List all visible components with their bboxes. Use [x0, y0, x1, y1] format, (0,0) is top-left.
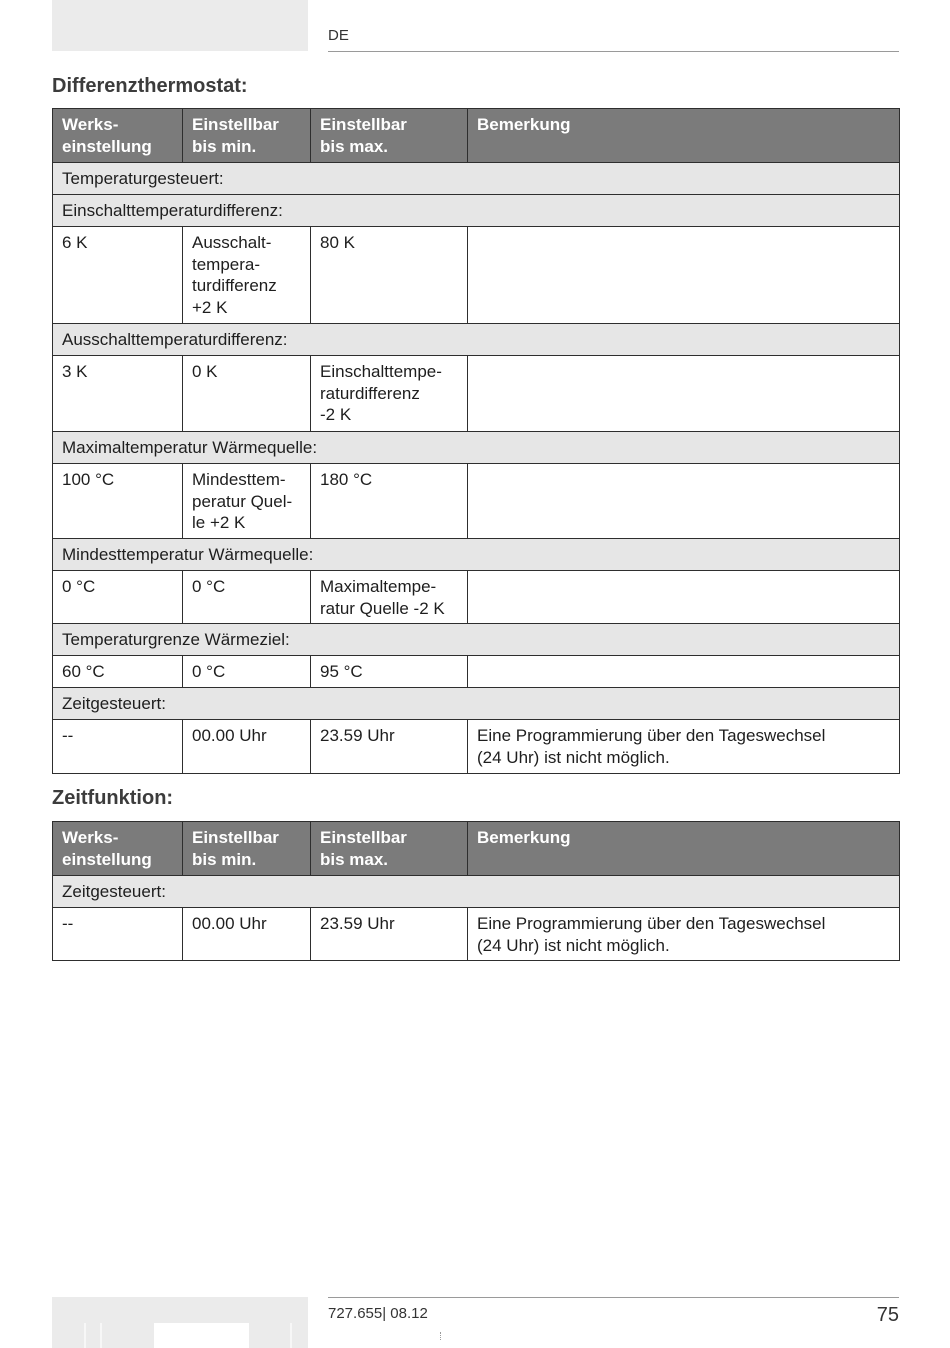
footer-mark: [440, 1332, 442, 1340]
cell-max: 80 K: [311, 227, 468, 324]
section-title-differenzthermostat: Differenzthermostat:: [52, 75, 248, 97]
document-number: 727.655| 08.12: [328, 1305, 428, 1322]
table-row: [53, 356, 900, 432]
group-row: [53, 163, 900, 195]
table-row: [53, 464, 900, 539]
group-label: Temperaturgesteuert:: [53, 163, 900, 195]
cell-bemerkung: Eine Programmierung über den Tageswechsel (24 Uhr) ist nicht möglich.: [468, 908, 900, 961]
group-row: [53, 539, 900, 571]
column-header-min: Einstellbar bis min.: [183, 822, 311, 876]
table-differenzthermostat: [52, 108, 900, 774]
group-label: Mindesttemperatur Wärmequelle:: [53, 539, 900, 571]
group-label: Zeitgesteuert:: [53, 688, 900, 720]
cell-bemerkung: [468, 356, 900, 432]
table-zeitfunktion: [52, 821, 900, 961]
group-row: [53, 624, 900, 656]
cell-werkseinstellung: 60 °C: [53, 656, 183, 688]
column-header-max: Einstellbar bis max.: [311, 109, 468, 163]
cell-max: Einschalttempe- raturdifferenz -2 K: [311, 356, 468, 432]
cell-werkseinstellung: 3 K: [53, 356, 183, 432]
cell-bemerkung: [468, 227, 900, 324]
column-header-werkseinstellung: Werks- einstellung: [53, 822, 183, 876]
group-row: [53, 876, 900, 908]
footer-rule: [328, 1297, 899, 1298]
cell-max: 23.59 Uhr: [311, 908, 468, 961]
footer-decoration-block: [154, 1323, 249, 1348]
cell-bemerkung: [468, 464, 900, 539]
cell-min: 0 °C: [183, 571, 311, 624]
group-label: Maximaltemperatur Wärmequelle:: [53, 432, 900, 464]
table-row: [53, 227, 900, 324]
cell-max: 95 °C: [311, 656, 468, 688]
table-row: [53, 656, 900, 688]
group-row: [53, 688, 900, 720]
table-header-row: [53, 822, 900, 876]
cell-werkseinstellung: 100 °C: [53, 464, 183, 539]
group-row: [53, 324, 900, 356]
group-label: Ausschalttemperaturdifferenz:: [53, 324, 900, 356]
cell-min: Mindesttem- peratur Quel- le +2 K: [183, 464, 311, 539]
cell-bemerkung: [468, 571, 900, 624]
cell-max: 23.59 Uhr: [311, 720, 468, 774]
table-row: [53, 571, 900, 624]
language-code: DE: [328, 27, 349, 44]
column-header-bemerkung: Bemerkung: [468, 822, 900, 876]
group-label: Zeitgesteuert:: [53, 876, 900, 908]
footer-tab-block: [52, 1297, 308, 1348]
cell-max: 180 °C: [311, 464, 468, 539]
table-row: [53, 908, 900, 961]
cell-min: Ausschalt- tempera- turdifferenz +2 K: [183, 227, 311, 324]
cell-min: 0 °C: [183, 656, 311, 688]
column-header-bemerkung: Bemerkung: [468, 109, 900, 163]
cell-min: 00.00 Uhr: [183, 720, 311, 774]
footer-decoration-line: [290, 1323, 292, 1348]
group-label: Einschalttemperaturdifferenz:: [53, 195, 900, 227]
cell-werkseinstellung: --: [53, 908, 183, 961]
section-title-zeitfunktion: Zeitfunktion:: [52, 787, 174, 809]
cell-min: 00.00 Uhr: [183, 908, 311, 961]
header-rule: [328, 51, 899, 52]
cell-werkseinstellung: --: [53, 720, 183, 774]
cell-min: 0 K: [183, 356, 311, 432]
cell-max: Maximaltempe- ratur Quelle -2 K: [311, 571, 468, 624]
group-row: [53, 195, 900, 227]
cell-bemerkung: Eine Programmierung über den Tageswechsel (24 Uhr) ist nicht möglich.: [468, 720, 900, 774]
column-header-max: Einstellbar bis max.: [311, 822, 468, 876]
group-label: Temperaturgrenze Wärmeziel:: [53, 624, 900, 656]
cell-werkseinstellung: 0 °C: [53, 571, 183, 624]
footer-decoration-line: [100, 1323, 102, 1348]
footer-decoration-line: [84, 1323, 86, 1348]
column-header-werkseinstellung: Werks- einstellung: [53, 109, 183, 163]
page-number: 75: [876, 1304, 899, 1326]
cell-werkseinstellung: 6 K: [53, 227, 183, 324]
group-row: [53, 432, 900, 464]
cell-bemerkung: [468, 656, 900, 688]
table-header-row: [53, 109, 900, 163]
table-row: [53, 720, 900, 774]
header-tab-block: [52, 0, 308, 51]
column-header-min: Einstellbar bis min.: [183, 109, 311, 163]
